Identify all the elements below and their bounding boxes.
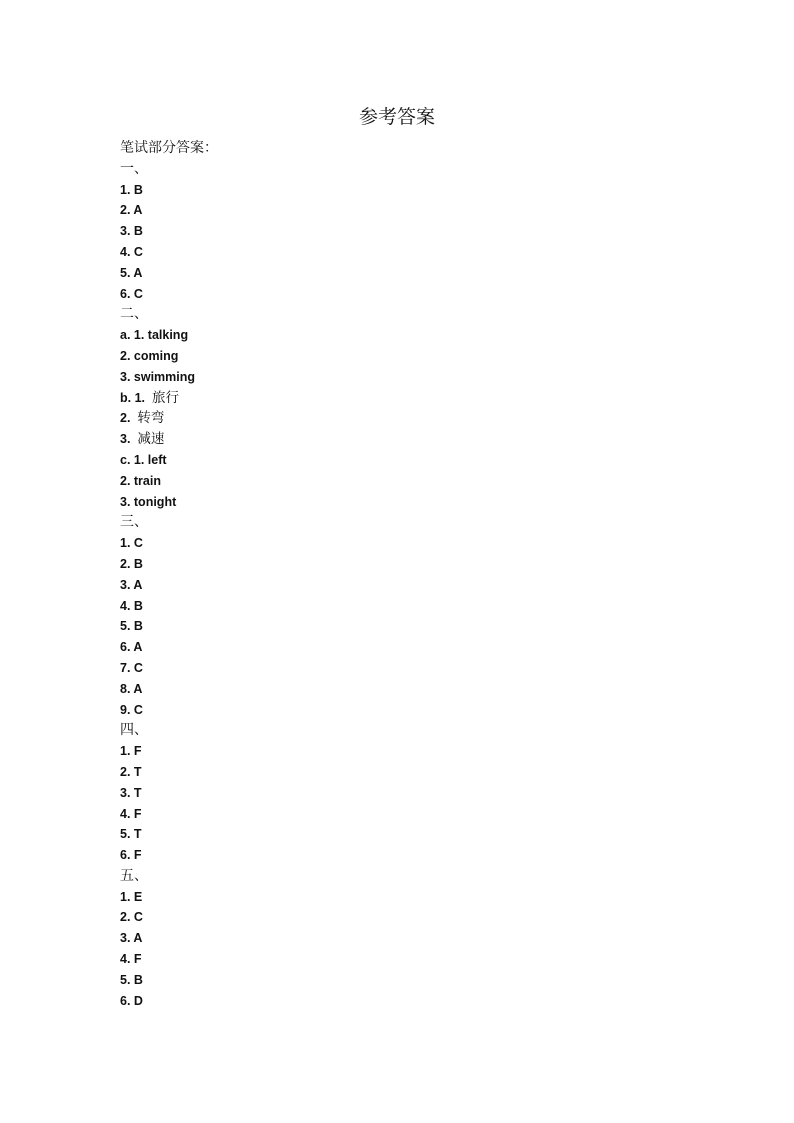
answer-line: 7. C xyxy=(120,660,143,675)
answer-line: 3. swimming xyxy=(120,369,196,384)
answer-chinese-text: 旅行 xyxy=(151,389,179,406)
answer-prefix: b. 1. xyxy=(120,390,152,405)
answer-line: 2. T xyxy=(120,764,142,779)
section-heading: 五、 xyxy=(120,867,148,884)
answer-line: 5. B xyxy=(120,619,143,634)
answer-line: 1. B xyxy=(120,182,143,197)
answer-line: 2. train xyxy=(120,473,161,488)
section-heading: 一、 xyxy=(120,160,148,177)
answer-line: 3. B xyxy=(120,224,143,239)
answer-chinese-text: 减速 xyxy=(137,431,165,448)
answer-line xyxy=(120,429,680,450)
intro-line: 笔试部分答案： xyxy=(120,140,218,156)
section-heading: 二、 xyxy=(120,306,148,323)
answer-line: 4. F xyxy=(120,806,142,821)
section-heading: 三、 xyxy=(120,514,148,531)
answer-list xyxy=(120,138,680,1011)
answer-line: 8. A xyxy=(120,681,143,696)
answer-line: 9. C xyxy=(120,702,143,717)
answer-prefix: 3. xyxy=(120,432,138,447)
answer-line: 2. B xyxy=(120,556,143,571)
answer-prefix: 2. xyxy=(120,411,138,426)
answer-line: 6. D xyxy=(120,993,143,1008)
answer-line: 3. tonight xyxy=(120,494,177,509)
answer-chinese-text: 转弯 xyxy=(137,410,165,427)
answer-line: 5. B xyxy=(120,972,143,987)
answer-line: 4. B xyxy=(120,598,143,613)
answer-line: a. 1. talking xyxy=(120,328,189,343)
answer-line: 4. C xyxy=(120,244,143,259)
answer-line: 6. F xyxy=(120,848,142,863)
answer-line: 1. E xyxy=(120,889,143,904)
answer-line: 1. F xyxy=(120,744,142,759)
page-title: 参考答案 xyxy=(358,106,435,128)
answer-line: 3. A xyxy=(120,577,143,592)
answer-line: 2. C xyxy=(120,910,143,925)
answer-line: 2. coming xyxy=(120,348,179,363)
answer-line: c. 1. left xyxy=(120,452,167,467)
section-heading: 四、 xyxy=(120,722,148,739)
answer-line: 4. F xyxy=(120,952,142,967)
answer-lines xyxy=(120,159,680,1012)
answer-line: 5. A xyxy=(120,265,143,280)
answer-line: 1. C xyxy=(120,536,143,551)
answer-line: 3. A xyxy=(120,931,143,946)
answer-line xyxy=(120,388,680,409)
answer-line: 6. A xyxy=(120,640,143,655)
answer-line: 5. T xyxy=(120,827,142,842)
answer-line xyxy=(120,408,680,429)
answer-line: 6. C xyxy=(120,286,143,301)
answer-line: 3. T xyxy=(120,785,142,800)
answer-line: 2. A xyxy=(120,203,143,218)
